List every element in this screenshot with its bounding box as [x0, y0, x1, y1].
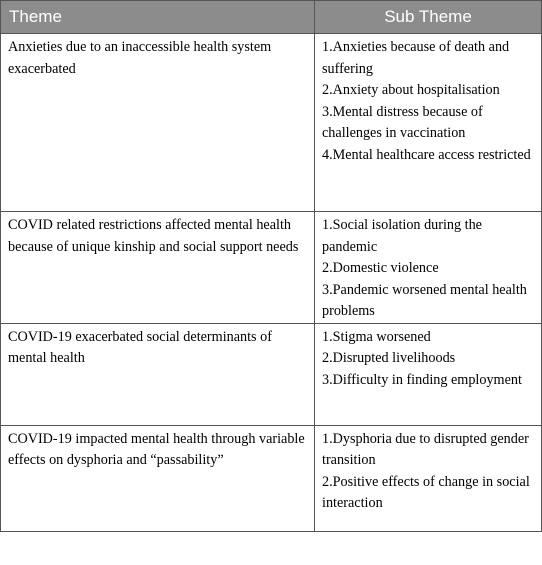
sub-theme-cell	[315, 425, 542, 531]
sub-theme-item: 1.Anxieties because of death and suffering	[322, 39, 510, 77]
table-row	[1, 34, 542, 212]
sub-theme-item: 2.Disrupted livelihoods	[322, 350, 456, 366]
sub-theme-item: 1.Dysphoria due to disrupted gender transition	[322, 430, 529, 468]
sub-theme-item: 1.Social isolation during the pandemic	[322, 217, 482, 255]
header-row	[1, 1, 542, 34]
sub-theme-item: 1.Stigma worsened	[322, 328, 431, 345]
sub-theme-item: 2.Positive effects of change in social interaction	[322, 473, 530, 511]
sub-theme-item: 2.Domestic violence	[322, 260, 439, 276]
table-row	[1, 212, 542, 324]
table-row	[1, 425, 542, 531]
theme-header: Theme	[1, 1, 315, 34]
sub-theme-header: Sub Theme	[315, 1, 542, 34]
sub-theme-item: 3.Pandemic worsened mental health problems	[322, 281, 527, 319]
sub-theme-item: 2.Anxiety about hospitalisation	[322, 82, 500, 98]
theme-cell: Anxieties due to an inaccessible health system exacerbated	[1, 34, 315, 212]
table-row	[1, 323, 542, 425]
sub-theme-item: 3.Difficulty in finding employment	[322, 371, 522, 388]
theme-cell: COVID-19 impacted mental health through variable effects on dysphoria and “passability”	[1, 425, 315, 531]
sub-theme-item: 3.Mental distress because of challenges in vaccination	[322, 103, 483, 141]
sub-theme-cell	[315, 323, 542, 425]
theme-cell: COVID related restrictions affected mental health because of unique kinship and social support needs	[1, 212, 315, 324]
sub-theme-cell	[315, 212, 542, 324]
theme-cell: COVID-19 exacerbated social determinants of mental health	[1, 323, 315, 425]
sub-theme-item: 4.Mental healthcare access restricted	[322, 146, 531, 163]
sub-theme-cell	[315, 34, 542, 212]
